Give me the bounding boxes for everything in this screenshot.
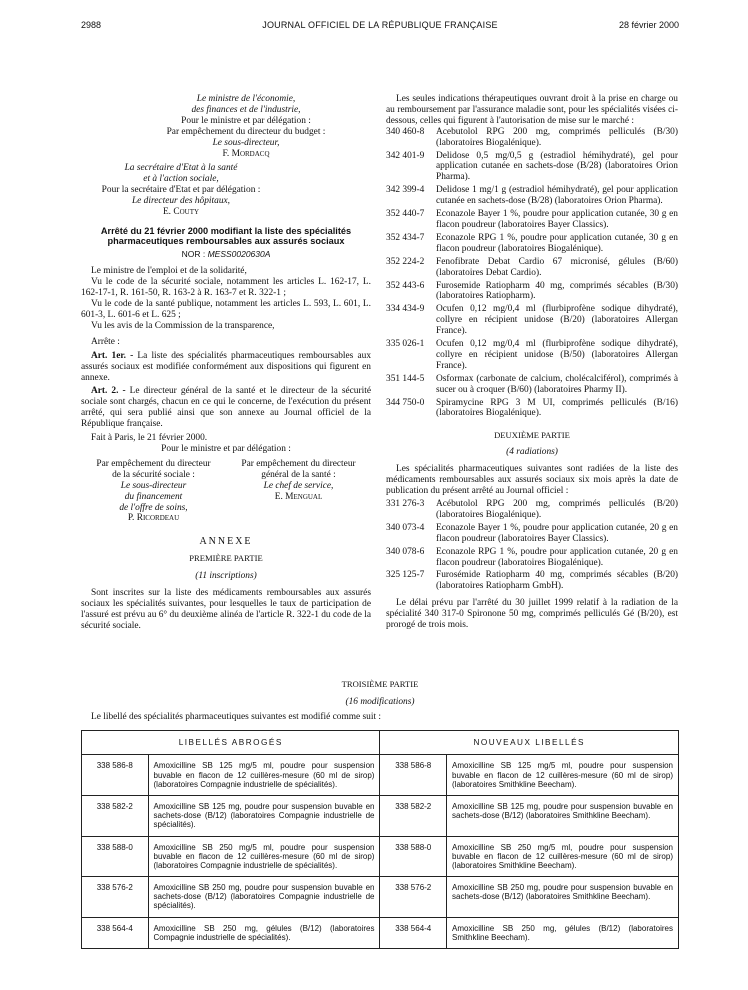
new-label: Amoxicilline SB 250 mg/5 ml, poudre pour suspension buvable en flacon de 12 cuillères-mesure (60 ml de sirop) (laboratoires Smithkline Beecham). <box>447 836 679 877</box>
right-column <box>386 94 678 631</box>
sig-line: de la sécurité sociale : <box>112 469 195 480</box>
list-item <box>386 374 678 396</box>
table-row <box>82 917 679 948</box>
signatory-name: E. Couty <box>162 207 200 218</box>
signature-sante <box>226 459 371 524</box>
signature-securite-sociale <box>81 459 226 524</box>
cip-code: 342 399-4 <box>386 185 425 196</box>
partie-3-heading: TROISIÈME PARTIE <box>341 679 419 689</box>
list-item <box>386 233 678 255</box>
header-new-labels: NOUVEAUX LIBELLÉS <box>380 731 679 755</box>
table-row <box>82 755 679 796</box>
table-row <box>82 836 679 877</box>
old-label: Amoxicilline SB 250 mg, poudre pour suspension buvable en sachets-dose (B/12) (laboratoires Compagnie industrielle de spécialités). <box>148 877 380 918</box>
nor-label: NOR : <box>181 248 206 259</box>
sig-line: Par empêchement du directeur du budget : <box>166 126 326 137</box>
list-item <box>386 398 678 420</box>
nor-value: MESS0020630A <box>207 248 271 259</box>
product-description: Fenofibrate Debat Cardio 67 micronisé, gélules (B/60) (laboratoires Debat Cardio). <box>436 256 678 278</box>
page-header <box>81 20 679 34</box>
modifications-count: (16 modifications) <box>345 697 415 707</box>
old-code: 338 576-2 <box>82 877 149 918</box>
signature-block-sante <box>81 163 281 218</box>
signatory-name: F. Mordacq <box>222 148 270 159</box>
inscriptions-count: (11 inscriptions) <box>195 570 257 581</box>
sig-line: et à l'action sociale, <box>143 174 219 185</box>
cip-code: 342 401-9 <box>386 150 425 161</box>
partie-2-heading: DEUXIÈME PARTIE <box>494 430 570 441</box>
signatory-name: P. Ricordeau <box>127 513 180 524</box>
product-description: Delidose 0,5 mg/0,5 g (estradiol hémihydraté), gel pour application cutanée en sachets-dose (B/28) (laboratoires Orion Pharma). <box>436 150 678 183</box>
old-label: Amoxicilline SB 250 mg, gélules (B/12) (laboratoires Compagnie industrielle de spécialités). <box>148 917 380 948</box>
new-code: 338 564-4 <box>380 917 447 948</box>
cip-code: 352 224-2 <box>386 256 425 267</box>
cip-code: 351 144-5 <box>386 373 425 384</box>
vu-2: Vu le code de la santé publique, notamment les articles L. 593, L. 601, L. 601-3, L. 601-6 et L. 625 ; <box>81 299 371 321</box>
left-column <box>81 94 371 631</box>
old-label: Amoxicilline SB 250 mg/5 ml, poudre pour suspension buvable en flacon de 12 cuillères-mesure (60 ml de sirop) (laboratoires Compagnie industrielle de spécialités). <box>148 836 380 877</box>
product-description: Econazole Bayer 1 %, poudre pour application cutanée, 20 g en flacon poudreur (laboratoires Bayer Classics). <box>436 522 678 544</box>
cip-code: 352 440-7 <box>386 209 425 220</box>
article-1 <box>81 351 371 384</box>
new-code: 338 588-0 <box>380 836 447 877</box>
product-description: Econazole RPG 1 %, poudre pour application cutanée, 20 g en flacon poudreur (laboratoires Biogalénique). <box>436 546 678 568</box>
cip-code: 340 073-4 <box>386 522 425 533</box>
cip-code: 344 750-0 <box>386 397 425 408</box>
article-2-label: Art. 2. - <box>91 386 126 397</box>
sig-line: du financement <box>124 491 183 502</box>
sig-line: Le ministre de l'économie, <box>196 94 296 104</box>
list-item <box>386 339 678 372</box>
new-code: 338 582-2 <box>380 795 447 836</box>
list-item <box>386 523 678 545</box>
list-item <box>386 127 678 149</box>
modifications-table <box>81 730 679 949</box>
radiations-count: (4 radiations) <box>506 447 558 458</box>
pour-ministre: Pour le ministre et par délégation : <box>161 444 291 455</box>
list-item <box>386 185 678 207</box>
cip-code: 334 434-9 <box>386 304 425 315</box>
product-description: Ocufen 0,12 mg/0,4 ml (flurbiprofène sodique dihydraté), collyre en récipient unidose (B/50) (laboratoires Allergan France). <box>436 339 678 371</box>
sig-line: des finances et de l'industrie, <box>191 104 301 115</box>
table-row <box>82 795 679 836</box>
list-item <box>386 209 678 231</box>
sig-line: de l'offre de soins, <box>119 502 188 513</box>
cip-code: 340 078-6 <box>386 546 425 557</box>
sig-line: Par empêchement du directeur <box>241 458 356 469</box>
radiations-paragraph: Les spécialités pharmaceutiques suivantes sont radiées de la liste des médicaments remboursables aux assurés sociaux six mois après la date de publication du présent arrêté au Journal officiel : <box>386 464 678 497</box>
cip-code: 352 434-7 <box>386 232 425 243</box>
signatory-name: E. Mengual <box>274 491 323 502</box>
intro: Le ministre de l'emploi et de la solidarité, <box>91 266 247 277</box>
vu-3: Vu les avis de la Commission de la transparence, <box>91 320 275 331</box>
issue-date: 28 février 2000 <box>618 20 679 30</box>
nor-reference <box>81 250 371 260</box>
new-label: Amoxicilline SB 250 mg, poudre pour suspension buvable en sachets-dose (B/12) (laboratoires Smithkline Beecham). <box>447 877 679 918</box>
article-1-text: La liste des spécialités pharmaceutiques remboursables aux assurés sociaux est modifiée conformément aux dispositions qui figurent en annexe. <box>81 350 372 383</box>
table-header-row <box>82 731 679 755</box>
new-label: Amoxicilline SB 125 mg, poudre pour suspension buvable en sachets-dose (B/12) (laboratoires Smithkline Beecham). <box>447 795 679 836</box>
annexe-heading: ANNEXE <box>199 536 253 548</box>
old-label: Amoxicilline SB 125 mg, poudre pour suspension buvable en sachets-dose (B/12) (laboratoires Compagnie industrielle de spécialités). <box>148 795 380 836</box>
sig-line: La secrétaire d'Etat à la santé <box>124 163 238 174</box>
product-description: Furosemide Ratiopharm 40 mg, comprimés sécables (B/30) (laboratoires Ratiopharm). <box>436 280 678 302</box>
product-description: Delidose 1 mg/1 g (estradiol hémihydraté), gel pour application cutanée en sachets-dose (B/28) (laboratoires Orion Pharma). <box>436 185 678 207</box>
partie-1-intro: Sont inscrites sur la liste des médicaments remboursables aux assurés sociaux les spécialités suivantes, pour lesquelles le taux de participation de l'assuré est prévu au 6° du deuxième alinéa de l'article R. 322-1 du code de la sécurité sociale. <box>81 587 371 631</box>
header-old-labels: LIBELLÉS ABROGÉS <box>82 731 380 755</box>
signature-block-economie <box>121 94 371 159</box>
fait-a: Fait à Paris, le 21 février 2000. <box>91 433 208 444</box>
cip-code: 340 460-8 <box>386 126 425 137</box>
product-description: Econazole Bayer 1 %, poudre pour application cutanée, 30 g en flacon poudreur (laboratoires Bayer Classics). <box>436 209 678 230</box>
sig-line: Le sous-directeur, <box>212 137 280 148</box>
product-description: Furosémide Ratiopharm 40 mg, comprimés sécables (B/20) (laboratoires Ratiopharm GmbH). <box>436 570 678 592</box>
arrete-title: Arrêté du 21 février 2000 modifiant la liste des spécialités pharmaceutiques remboursables aux assurés sociaux <box>100 225 352 247</box>
article-2 <box>81 386 371 430</box>
cip-code: 325 125-7 <box>386 570 425 581</box>
new-label: Amoxicilline SB 250 mg, gélules (B/12) (laboratoires Smithkline Beecham). <box>447 917 679 948</box>
vu-1: Vu le code de la sécurité sociale, notamment les articles L. 162-17, L. 162-17-1, R. 161-50, R. 163-2 à R. 163-7 et R. 322-1 ; <box>81 277 371 299</box>
old-label: Amoxicilline SB 125 mg/5 ml, poudre pour suspension buvable en flacon de 12 cuillères-mesure (60 ml de sirop) (laboratoires Compagnie industrielle de spécialités). <box>148 755 380 796</box>
cip-code: 335 026-1 <box>386 339 425 350</box>
sig-line: général de la santé : <box>261 469 336 480</box>
product-description: Acebutolol RPG 200 mg, comprimés pelliculés (B/30) (laboratoires Biogalénique). <box>436 126 678 148</box>
article-2-text: Le directeur général de la santé et le directeur de la sécurité sociale sont chargés, chacun en ce qui le concerne, de l'exécution du présent arrêté, qui sera publié ainsi que son annexe au Journal officiel de la République française. <box>81 386 371 430</box>
old-code: 338 588-0 <box>82 836 149 877</box>
old-code: 338 586-8 <box>82 755 149 796</box>
product-description: Acébutolol RPG 200 mg, comprimés pelliculés (B/20) (laboratoires Biogalénique). <box>436 498 678 520</box>
old-code: 338 582-2 <box>82 795 149 836</box>
list-item <box>386 281 678 303</box>
indications-paragraph: Les seules indications thérapeutiques ouvrant droit à la prise en charge ou au remboursement par l'assurance maladie sont, pour les spécialités visées ci-dessous, celles qui figurent à l'autorisation de mise sur le marché : <box>386 94 678 126</box>
dual-signatures <box>81 459 371 524</box>
cip-code: 331 276-3 <box>386 498 425 509</box>
list-item <box>386 257 678 279</box>
page-number: 2988 <box>81 20 102 30</box>
journal-title: JOURNAL OFFICIEL DE LA RÉPUBLIQUE FRANÇAISE <box>262 20 498 30</box>
list-item <box>386 570 678 592</box>
sig-line: Pour la secrétaire d'Etat et par délégation : <box>101 185 261 196</box>
partie-1-heading: PREMIÈRE PARTIE <box>189 552 263 563</box>
cip-code: 352 443-6 <box>386 280 425 291</box>
inscriptions-list <box>386 127 678 420</box>
new-label: Amoxicilline SB 125 mg/5 ml, poudre pour suspension buvable en flacon de 12 cuillères-mesure (60 ml de sirop) (laboratoires Smithkline Beecham). <box>447 755 679 796</box>
product-description: Osformax (carbonate de calcium, cholécalciférol), comprimés à sucer ou à croquer (B/60) (laboratoires Pharmy II). <box>436 373 678 395</box>
radiations-list <box>386 499 678 592</box>
new-code: 338 586-8 <box>380 755 447 796</box>
delai-paragraph: Le délai prévu par l'arrêté du 30 juillet 1999 relatif à la radiation de la spécialité 340 317-0 Spironone 50 mg, comprimés pelliculés Gé (B/20), est prorogé de trois mois. <box>386 598 678 631</box>
new-code: 338 576-2 <box>380 877 447 918</box>
list-item <box>386 304 678 337</box>
sig-line: Le directeur des hôpitaux, <box>131 196 231 207</box>
article-1-label: Art. 1er. - <box>91 350 134 361</box>
list-item <box>386 547 678 569</box>
sig-line: Pour le ministre et par délégation : <box>181 115 311 126</box>
partie-3-intro: Le libellé des spécialités pharmaceutiques suivantes est modifié comme suit : <box>91 712 382 722</box>
sig-line: Par empêchement du directeur <box>96 458 211 469</box>
product-description: Ocufen 0,12 mg/0,4 ml (flurbiprofène sodique dihydraté), collyre en récipient unidose (B/20) (laboratoires Allergan France). <box>436 304 678 337</box>
sig-line: Le chef de service, <box>263 480 334 491</box>
old-code: 338 564-4 <box>82 917 149 948</box>
product-description: Spiramycine RPG 3 M UI, comprimés pelliculés (B/16) (laboratoires Biogalénique). <box>436 397 678 419</box>
table-row <box>82 877 679 918</box>
list-item <box>386 151 678 184</box>
product-description: Econazole RPG 1 %, poudre pour application cutanée, 30 g en flacon poudreur (laboratoires Biogalénique). <box>436 232 678 254</box>
arrete-label: Arrête : <box>91 336 120 347</box>
list-item <box>386 499 678 521</box>
sig-line: Le sous-directeur <box>120 480 187 491</box>
